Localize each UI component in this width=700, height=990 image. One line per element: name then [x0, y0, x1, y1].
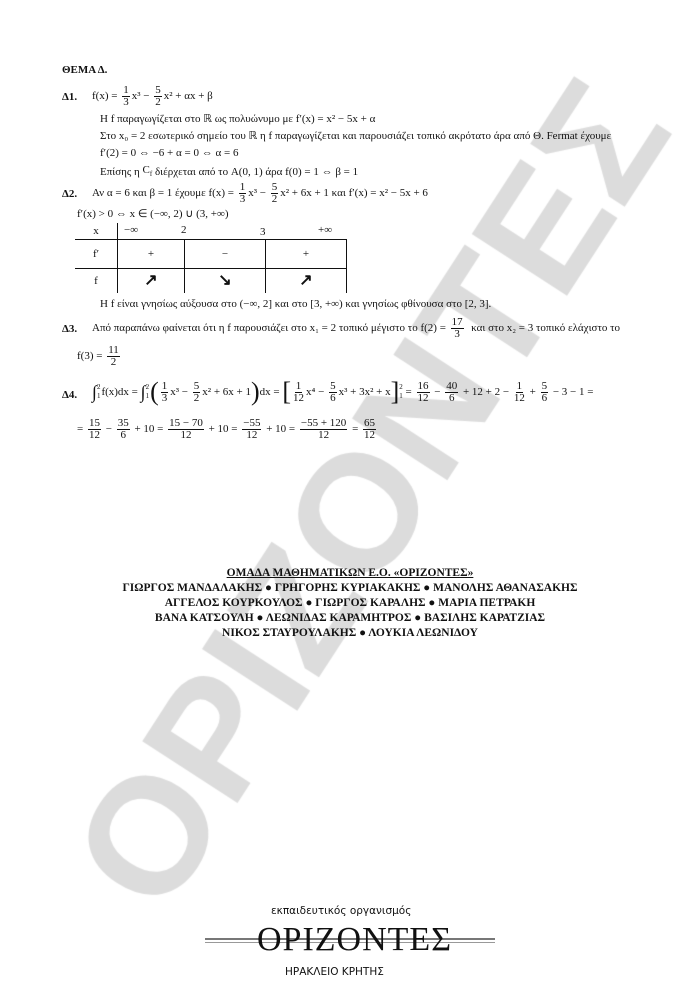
team-names: ΓΙΩΡΓΟΣ ΜΑΝΔΑΛΑΚΗΣ ● ΓΡΗΓΟΡΗΣ ΚΥΡΙΑΚΑΚΗΣ ● ΜΑΝΟΛΗΣ ΑΘΑΝΑΣΑΚΗΣ — [122, 582, 578, 594]
denominator: 6 — [330, 391, 336, 404]
math-text: διέρχεται από το A(0, 1) άρα f(0) = 1 ⇔ β = 1 — [152, 166, 359, 179]
section-title: ΘΕΜΑ Δ. — [62, 64, 108, 76]
numerator: 65 — [364, 417, 376, 429]
denominator: 3 — [454, 328, 460, 340]
numerator: 1 — [161, 379, 168, 392]
math-text: f(x)dx = — [101, 385, 141, 398]
d2-conclusion: Η f είναι γνησίως αύξουσα στο (−∞, 2] και στο [3, +∞) και γνησίως φθίνουσα στο [2, 3]. — [100, 298, 492, 310]
math-text: x³ + 3x² + x — [338, 385, 391, 398]
logo-tagline: εκπαιδευτικός οργανισμός — [271, 905, 412, 917]
denominator: 12 — [417, 391, 429, 404]
fraction — [514, 381, 525, 404]
team-heading: ΟΜΑΔΑ ΜΑΘΗΜΑΤΙΚΩΝ Ε.Ο. «ΟΡΙΖΟΝΤΕΣ» — [226, 567, 474, 579]
fraction — [161, 381, 169, 404]
fraction — [242, 418, 261, 441]
increasing-arrow-icon: ↗ — [144, 272, 158, 289]
math-text: = — [77, 423, 86, 435]
denominator: 6 — [448, 391, 455, 404]
numerator: 15 − 70 — [169, 417, 203, 429]
d1-line — [100, 147, 238, 160]
logo-city: ΗΡΑΚΛΕΙΟ ΚΡΗΤΗΣ — [285, 966, 384, 978]
sign-cell: + — [266, 240, 347, 269]
math-text: x² + αx + β — [163, 90, 213, 102]
fraction — [168, 418, 204, 441]
denominator: 2 — [155, 96, 161, 108]
denominator: 12 — [180, 429, 192, 441]
math-text: Η f παραγωγίζεται στο ℝ ως πολυώνυμο με f′(x) = x² − 5x + α — [100, 113, 376, 125]
math-text: x³ − — [248, 187, 269, 199]
team-names: ΑΓΓΕΛΟΣ ΚΟΥΡΚΟΥΛΟΣ ● ΓΙΩΡΓΟΣ ΚΑΡΑΛΗΣ ● ΜΑΡΙΑ ΠΕΤΡΑΚΗ — [164, 597, 536, 609]
fraction — [88, 418, 101, 441]
numerator: 5 — [541, 379, 548, 392]
numerator: 5 — [155, 84, 161, 96]
math-text: + 10 = — [205, 423, 241, 435]
fraction — [193, 381, 201, 404]
fraction — [445, 381, 458, 404]
d2-label: Δ2. — [62, 188, 78, 200]
math-text: + 10 = — [263, 423, 298, 435]
bracket-icon: ] — [390, 377, 400, 406]
upper-limit: 2 — [96, 383, 101, 391]
fraction — [451, 317, 464, 340]
d1-formula — [92, 85, 213, 108]
increasing-arrow-icon: ↗ — [299, 272, 313, 289]
math-text: και στο x₂ = 3 τοπικό ελάχιστο το — [465, 322, 621, 334]
variation-table — [75, 223, 347, 293]
d4-label: Δ4. — [62, 389, 78, 401]
integral-limits — [97, 383, 101, 401]
x-value: 2 — [181, 224, 187, 236]
d3-line2 — [77, 345, 122, 368]
big-bracket: [ — [282, 377, 292, 406]
lower-limit: 1 — [96, 392, 101, 400]
d4-line1 — [92, 379, 593, 405]
logo-name: ΟΡΙΖΟΝΤΕΣ — [257, 921, 452, 958]
math-text: = — [402, 385, 415, 398]
math-text: Αν α = 6 και β = 1 έχουμε f(x) = — [92, 187, 237, 199]
table-fprime-label: f′ — [75, 240, 118, 269]
math-text: + — [526, 385, 539, 398]
math-text: dx = — [259, 385, 283, 398]
math-text: − — [102, 423, 115, 435]
fraction — [154, 85, 162, 108]
numerator: 15 — [88, 417, 100, 429]
math-text: x³ − — [131, 90, 153, 102]
denominator: 12 — [293, 391, 305, 404]
integral-sign-icon: ∫ — [140, 382, 146, 402]
math-text: f′(2) = 0 ⇔ −6 + α = 0 ⇔ α = 6 — [100, 147, 239, 159]
d1-line — [100, 164, 358, 181]
math-text: f(x) = — [92, 90, 121, 102]
numerator: 1 — [123, 84, 129, 96]
evaluation-bracket — [391, 379, 403, 405]
d1-label: Δ1. — [62, 91, 78, 103]
denominator: 12 — [88, 429, 100, 441]
fraction — [541, 381, 549, 404]
numerator: 5 — [193, 379, 200, 392]
math-text: x² + 6x + 1 και f′(x) = x² − 5x + 6 — [280, 187, 428, 199]
fraction — [417, 381, 430, 404]
integral-sign-icon: ∫ — [92, 382, 97, 402]
team-names: ΒΑΝΑ ΚΑΤΣΟΥΛΗ ● ΛΕΩΝΙΔΑΣ ΚΑΡΑΜΗΤΡΟΣ ● ΒΑΣΙΛΗΣ ΚΑΡΑΤΖΙΑΣ — [154, 612, 546, 624]
math-text: + 12 + 2 − — [460, 385, 512, 398]
math-text: f′(x) > 0 ⇔ x ∈ (−∞, 2) ∪ (3, +∞) — [77, 208, 229, 220]
fraction — [239, 182, 247, 205]
table-f-label: f — [75, 269, 118, 294]
fraction — [293, 381, 304, 404]
fraction — [122, 85, 130, 108]
math-text: Στο x₀ = 2 εσωτερικό σημείο του ℝ η f παραγωγίζεται και παρουσιάζει τοπικό ακρότατο άρα από Θ. Fermat έχουμε — [100, 130, 612, 142]
organisation-logo — [205, 900, 495, 988]
fraction — [300, 418, 347, 441]
sign-cell: − — [185, 240, 266, 269]
math-text: + 10 = — [131, 423, 167, 435]
denominator: 6 — [120, 429, 126, 441]
d1-line — [100, 130, 611, 143]
x-value: +∞ — [318, 224, 333, 236]
math-text: − 3 − 1 = — [550, 385, 594, 398]
numerator: 1 — [516, 379, 523, 392]
subscripted-symbol: $C_f$ — [142, 164, 153, 179]
denominator: 12 — [364, 429, 376, 441]
decreasing-arrow-icon: ↘ — [218, 272, 232, 289]
numerator: 11 — [108, 344, 119, 356]
d2-line1 — [92, 182, 428, 205]
numerator: 1 — [295, 379, 302, 392]
d3-line1 — [92, 317, 620, 340]
upper-limit: 2 — [399, 383, 403, 391]
math-text: x² + 6x + 1 — [202, 385, 251, 398]
numerator: 35 — [117, 417, 129, 429]
denominator: 12 — [246, 429, 258, 441]
denominator: 6 — [541, 391, 548, 404]
table-x-values — [118, 223, 347, 240]
numerator: −55 + 120 — [300, 417, 347, 429]
denominator: 12 — [513, 391, 525, 404]
d1-line — [100, 113, 375, 126]
math-text: x³ − — [170, 385, 191, 398]
denominator: 12 — [318, 429, 330, 441]
d3-label: Δ3. — [62, 323, 78, 335]
denominator: 2 — [193, 391, 200, 404]
denominator: 3 — [161, 391, 168, 404]
fraction — [117, 418, 130, 441]
fraction — [271, 182, 279, 205]
sign-cell: + — [118, 240, 185, 269]
d4-line2 — [77, 418, 378, 441]
numerator: 5 — [271, 181, 278, 193]
math-text: f(3) = — [77, 350, 106, 362]
math-text: x⁴ − — [306, 385, 328, 398]
lower-limit: 1 — [145, 392, 150, 400]
numerator: 1 — [239, 181, 246, 193]
fraction — [329, 381, 337, 404]
big-bracket: ( — [150, 377, 159, 406]
denominator: 3 — [123, 96, 129, 108]
lower-limit: 1 — [399, 392, 403, 400]
numerator: 40 — [446, 379, 458, 392]
x-value: 3 — [260, 226, 266, 238]
numerator: 5 — [330, 379, 336, 392]
integral — [92, 383, 100, 401]
x-value: −∞ — [124, 224, 139, 236]
denominator: 2 — [271, 193, 278, 205]
big-bracket: ) — [250, 377, 260, 406]
upper-limit: 2 — [145, 383, 150, 391]
integral — [141, 383, 149, 401]
numerator: 16 — [417, 379, 429, 392]
math-text: − — [431, 385, 444, 398]
d2-line2 — [77, 208, 228, 221]
denominator: 2 — [110, 356, 117, 368]
table-x-label: x — [75, 223, 118, 240]
denominator: 3 — [239, 193, 246, 205]
team-names: ΝΙΚΟΣ ΣΤΑΥΡΟΥΛΑΚΗΣ ● ΛΟΥΚΙΑ ΛΕΩΝΙΔΟΥ — [222, 627, 478, 639]
integral-limits — [146, 383, 150, 401]
math-text: Επίσης η — [100, 166, 143, 179]
subscript: f — [149, 170, 153, 179]
fraction — [363, 418, 376, 441]
math-text: Από παραπάνω φαίνεται ότι η f παρουσιάζει στο x₁ = 2 τοπικό μέγιστο το f(2) = — [92, 322, 449, 334]
numerator: 17 — [451, 316, 463, 328]
fraction — [107, 345, 120, 368]
numerator: −55 — [243, 417, 261, 429]
math-text: = — [349, 423, 362, 435]
